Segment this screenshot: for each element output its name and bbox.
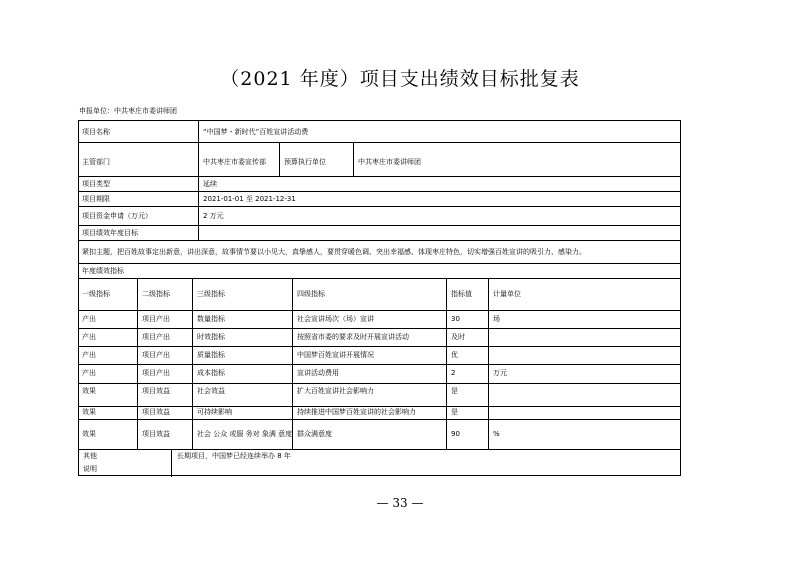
cell-value: 优	[451, 351, 458, 359]
page-title: （2021 年度）项目支出绩效目标批复表	[220, 68, 580, 90]
cell-level2: 项目产出	[142, 333, 170, 341]
cell-level2: 项目产出	[142, 369, 170, 377]
row-divider	[79, 142, 680, 143]
col-divider	[198, 121, 199, 240]
col-divider	[192, 278, 193, 449]
row-divider	[79, 346, 680, 347]
header-level4: 四级指标	[297, 290, 325, 298]
col-divider	[446, 278, 447, 449]
header-level2: 二级指标	[142, 290, 170, 298]
col-divider	[488, 278, 489, 449]
col-divider	[292, 278, 293, 449]
cell-unit: 万元	[493, 369, 507, 377]
cell-level3: 社会 公众 或服 务对 象满 意度	[197, 430, 293, 438]
row-divider	[79, 449, 680, 450]
indicator-label: 年度绩效指标	[82, 267, 124, 275]
cell-level3: 数量指标	[197, 315, 225, 323]
type-value: 延续	[203, 180, 217, 188]
row-divider	[79, 328, 680, 329]
cell-level4: 按照省市委的要求及时开展宣讲活动	[297, 333, 409, 341]
cell-level3: 成本指标	[197, 369, 225, 377]
cell-level1: 效果	[82, 430, 96, 438]
cell-level1: 效果	[82, 387, 96, 395]
cell-value: 90	[451, 430, 460, 438]
cell-level3: 时效指标	[197, 333, 225, 341]
row-divider	[79, 191, 680, 192]
col-divider	[353, 142, 354, 176]
cell-level4: 宣讲活动费用	[297, 369, 339, 377]
cell-level1: 产出	[82, 315, 96, 323]
cell-unit: %	[493, 430, 500, 438]
header-unit: 计量单位	[493, 290, 521, 298]
project-name-label: 项目名称	[82, 128, 110, 136]
period-value: 2021-01-01 至 2021-12-31	[203, 195, 296, 203]
row-divider	[79, 364, 680, 365]
cell-level4: 扩大百姓宣讲社会影响力	[297, 387, 374, 395]
row-divider	[79, 240, 680, 241]
col-divider	[171, 449, 172, 477]
other-label-line1: 其他	[83, 452, 97, 460]
funds-value: 2 万元	[203, 212, 224, 220]
type-label: 项目类型	[82, 180, 110, 188]
cell-level1: 产出	[82, 351, 96, 359]
cell-value: 是	[451, 408, 458, 416]
row-divider	[79, 263, 680, 264]
cell-level2: 项目产出	[142, 351, 170, 359]
cell-level4: 社会宣讲场次（场）宣讲	[297, 315, 374, 323]
funds-label: 项目资金申请（万元）	[82, 212, 152, 220]
cell-level1: 产出	[82, 333, 96, 341]
cell-value: 及时	[451, 333, 465, 341]
cell-value: 2	[451, 369, 456, 377]
goal-text: 紧扣主题，把百姓故事定出新意，讲出深意，故事情节要以小见大，真挚感人，要贯穿暖色调、突出幸福感、体现枣庄特色，切实增强百姓宣讲的吸引力、感染力。	[82, 248, 586, 256]
performance-table	[78, 120, 681, 476]
dept-label: 主管部门	[82, 158, 110, 166]
cell-level1: 效果	[82, 408, 96, 416]
cell-level4: 中国梦百姓宣讲开展情况	[297, 351, 374, 359]
cell-level3: 可持续影响	[197, 408, 232, 416]
col-divider	[137, 278, 138, 449]
cell-level2: 项目效益	[142, 408, 170, 416]
dept-value: 中共枣庄市委宣传部	[203, 158, 266, 166]
header-level3: 三级指标	[197, 290, 225, 298]
cell-level2: 项目效益	[142, 387, 170, 395]
project-name-value: “中国梦・新时代”百姓宣讲活动费	[203, 128, 309, 136]
exec-value: 中共枣庄市委讲师团	[358, 158, 421, 166]
row-divider	[79, 419, 680, 420]
other-text: 长期项目，中国梦已经连续举办 8 年	[177, 452, 291, 460]
cell-value: 30	[451, 315, 460, 323]
cell-level1: 产出	[82, 369, 96, 377]
cell-unit: 场	[493, 315, 500, 323]
row-divider	[79, 406, 680, 407]
row-divider	[79, 383, 680, 384]
header-value: 指标值	[451, 290, 472, 298]
period-label: 项目期限	[82, 195, 110, 203]
row-divider	[79, 176, 680, 177]
cell-value: 是	[451, 387, 458, 395]
row-divider	[79, 206, 680, 207]
cell-level4: 群众满意度	[297, 430, 332, 438]
page-number: — 33 —	[376, 496, 424, 510]
exec-label: 预算执行单位	[284, 158, 326, 166]
cell-level2: 项目效益	[142, 430, 170, 438]
other-label-line2: 说明	[83, 465, 97, 473]
header-level1: 一级指标	[82, 290, 110, 298]
row-divider	[79, 278, 680, 279]
row-divider	[79, 310, 680, 311]
goal-label: 项目绩效年度目标	[82, 229, 138, 237]
cell-level3: 社会效益	[197, 387, 225, 395]
cell-level4: 持续推进中国梦百姓宣讲的社会影响力	[297, 408, 416, 416]
cell-level2: 项目产出	[142, 315, 170, 323]
cell-level3: 质量指标	[197, 351, 225, 359]
col-divider	[279, 142, 280, 176]
row-divider	[79, 225, 680, 226]
applicant-unit: 申报单位：中共枣庄市委讲师团	[79, 107, 177, 115]
